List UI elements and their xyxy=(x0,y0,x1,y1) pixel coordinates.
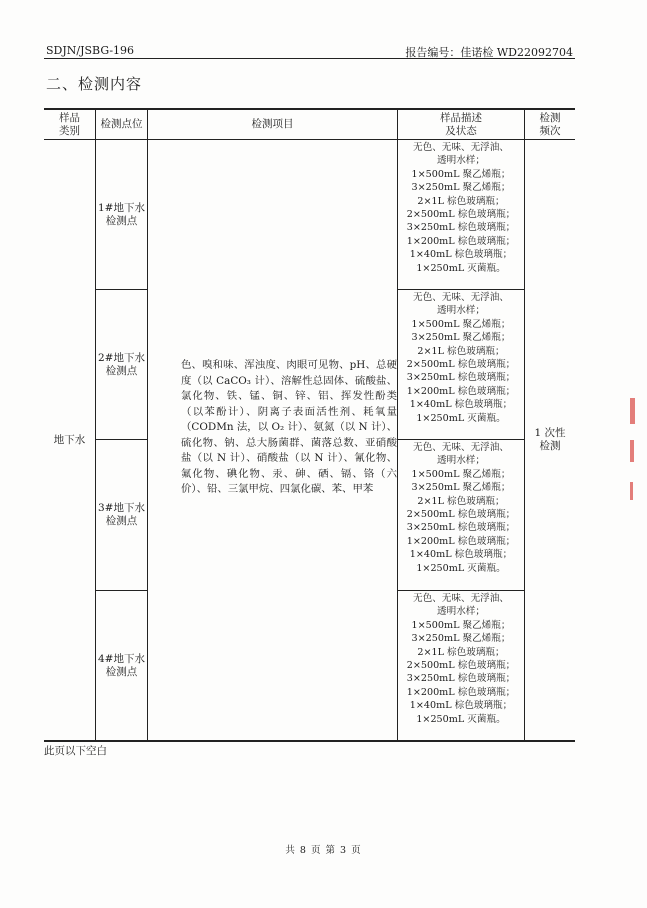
detection-items-text: 色、嗅和味、浑浊度、肉眼可见物、pH、总硬度（以 CaCO₃ 计）、溶解性总固体、硫酸盐、氯化物、铁、锰、铜、锌、铝、挥发性酚类（以苯酚计）、阴离子表面活性剂、耗氧量（CODMn 法，以 O₂ 计）、氨氮（以 N 计）、硫化物、钠、总大肠菌群、菌落总数、亚硝酸盐（以 N 计）、硝酸盐（以 N 计）、氰化物、氟化物、碘化物、汞、砷、硒、镉、铬（六价）、铅、三氯甲烷、四氯化碳、苯、甲苯 xyxy=(181,359,397,495)
location-cell: 4#地下水 检测点 xyxy=(98,652,145,678)
description-cell: 无色、无味、无浮油、 透明水样； 1×500mL 聚乙烯瓶； 3×250mL 聚乙烯瓶； 2×1L 棕色玻璃瓶； 2×500mL 棕色玻璃瓶； 3×250mL 棕色玻璃瓶； 1×200mL 棕色玻璃瓶； 1×40mL 棕色玻璃瓶； 1×250mL 灭菌瓶。 xyxy=(406,442,516,574)
blank-below-note: 此页以下空白 xyxy=(44,745,107,757)
header-location: 检测点位 xyxy=(100,118,143,130)
sample-type-cell: 地下水 xyxy=(53,433,86,446)
description-cell: 无色、无味、无浮油、 透明水样； 1×500mL 聚乙烯瓶； 3×250mL 聚乙烯瓶； 2×1L 棕色玻璃瓶； 2×500mL 棕色玻璃瓶； 3×250mL 棕色玻璃瓶； 1×200mL 棕色玻璃瓶； 1×40mL 棕色玻璃瓶； 1×250mL 灭菌瓶。 xyxy=(406,593,516,725)
page-footer: 共 8 页 第 3 页 xyxy=(285,845,362,856)
location-cell: 1#地下水 检测点 xyxy=(98,201,145,227)
seal-mark xyxy=(630,398,635,424)
seal-mark xyxy=(630,482,633,500)
report-number: 报告编号：佳诺检 WD22092704 xyxy=(405,46,573,59)
detection-content-table xyxy=(44,108,575,741)
table-bottom-rule xyxy=(44,740,575,742)
document-code: SDJN/JSBG-196 xyxy=(46,44,135,57)
row-divider xyxy=(397,590,524,591)
header-description: 样品描述 及状态 xyxy=(440,111,482,137)
header-sample-type: 样品 类别 xyxy=(59,111,80,137)
header-rule xyxy=(44,58,575,59)
seal-mark xyxy=(630,440,634,462)
frequency-cell: 1 次性 检测 xyxy=(534,427,566,452)
column-divider xyxy=(147,108,148,741)
location-cell: 2#地下水 检测点 xyxy=(98,351,145,377)
location-cell: 3#地下水 检测点 xyxy=(98,502,145,527)
header-items: 检测项目 xyxy=(251,118,294,130)
row-divider xyxy=(397,289,524,290)
section-title: 二、检测内容 xyxy=(46,75,143,93)
description-cell: 无色、无味、无浮油、 透明水样； 1×500mL 聚乙烯瓶； 3×250mL 聚乙烯瓶； 2×1L 棕色玻璃瓶； 2×500mL 棕色玻璃瓶； 3×250mL 棕色玻璃瓶； 1×200mL 棕色玻璃瓶； 1×40mL 棕色玻璃瓶； 1×250mL 灭菌瓶。 xyxy=(406,142,516,274)
header-frequency: 检测 频次 xyxy=(539,111,561,137)
description-cell: 无色、无味、无浮油、 透明水样； 1×500mL 聚乙烯瓶； 3×250mL 聚乙烯瓶； 2×1L 棕色玻璃瓶； 2×500mL 棕色玻璃瓶； 3×250mL 棕色玻璃瓶； 1×200mL 棕色玻璃瓶； 1×40mL 棕色玻璃瓶； 1×250mL 灭菌瓶。 xyxy=(406,292,516,424)
row-divider xyxy=(397,439,524,440)
